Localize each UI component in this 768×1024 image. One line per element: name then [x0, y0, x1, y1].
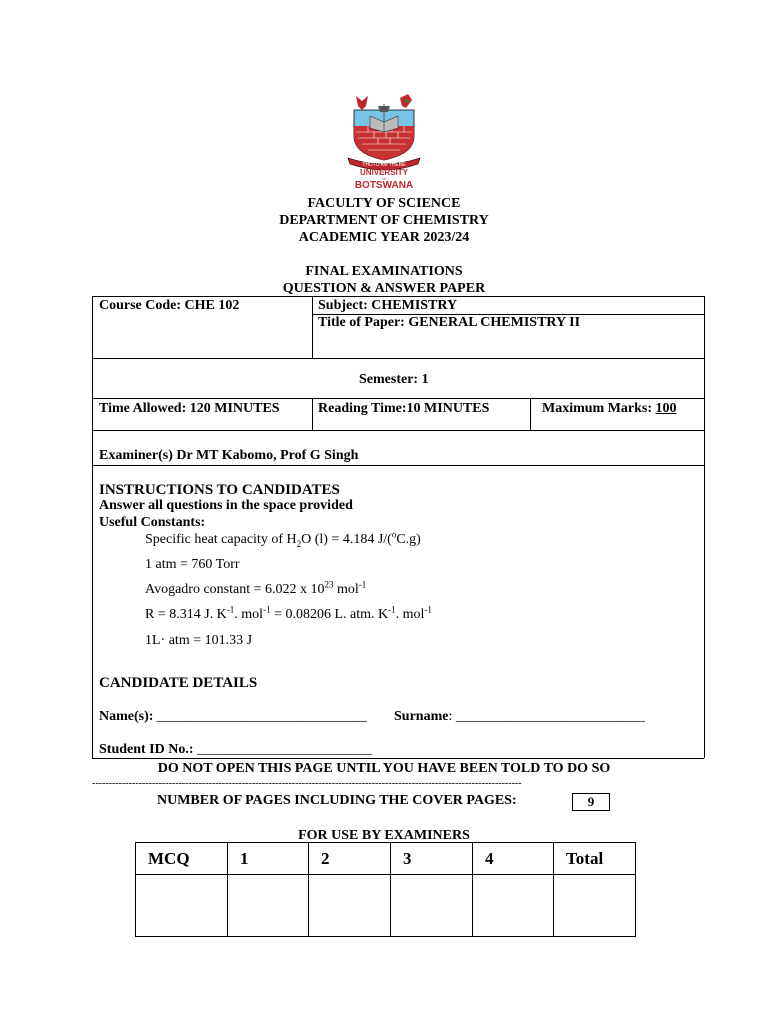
bull-head-icon [356, 96, 368, 110]
do-not-open-notice: DO NOT OPEN THIS PAGE UNTIL YOU HAVE BEEN TOLD TO DO SO [157, 761, 611, 776]
reading-time: Reading Time:10 MINUTES [318, 401, 490, 416]
crest-bird-icon [400, 94, 412, 108]
botswana-word: BOTSWANA [354, 180, 414, 191]
surname-field[interactable]: ___________________________ [455, 709, 645, 724]
semester: Semester: 1 [359, 372, 429, 387]
constant-l-atm: 1L· atm = 101.33 J [145, 633, 253, 648]
paper-title: Title of Paper: GENERAL CHEMISTRY II [318, 315, 581, 330]
candidate-details-heading: CANDIDATE DETAILS [99, 675, 258, 691]
subject: Subject: CHEMISTRY [318, 298, 458, 313]
col-1: 1 [228, 843, 309, 875]
instructions-heading: INSTRUCTIONS TO CANDIDATES [99, 482, 340, 498]
col-mcq: MCQ [136, 843, 228, 875]
q3-score-cell[interactable] [391, 875, 473, 937]
col-4: 4 [473, 843, 554, 875]
constant-avogadro: Avogadro constant = 6.022 x $10^{23}$ mol$^{-1}$ [145, 579, 367, 597]
course-code: Course Code: CHE 102 [99, 298, 240, 313]
mcq-score-cell[interactable] [136, 875, 228, 937]
shield-icon [354, 104, 414, 160]
max-marks-label: Maximum Marks: [542, 401, 656, 416]
marks-header-row [136, 843, 636, 875]
motto-text: THUTO KE THEBE [362, 162, 406, 168]
max-marks-value: 100 [655, 401, 677, 416]
dashed-divider: --------------------------------------------------------------------------------------------------------------------------------- [92, 779, 522, 789]
col-total: Total [554, 843, 636, 875]
q4-score-cell[interactable] [473, 875, 554, 937]
col-3: 3 [391, 843, 473, 875]
student-id-row [99, 742, 372, 758]
pages-count-box: 9 [572, 793, 610, 811]
col-2: 2 [309, 843, 391, 875]
academic-year: ACADEMIC YEAR 2023/24 [298, 230, 470, 245]
constant-gas-r: R = 8.314 J. $K^{-1}$. mol$^{-1}$ = 0.08206 L. atm. $K^{-1}$. mol$^{-1}$ [145, 604, 432, 622]
marks-table [135, 842, 636, 937]
pages-label: NUMBER OF PAGES INCLUDING THE COVER PAGES: [157, 793, 517, 808]
maximum-marks [542, 401, 677, 417]
name-label: Name(s): [99, 709, 157, 724]
instructions-line: Answer all questions in the space provided [99, 498, 353, 513]
constant-atm: 1 atm = 760 Torr [145, 557, 240, 572]
paper-type: QUESTION & ANSWER PAPER [282, 281, 486, 296]
marks-entry-row [136, 875, 636, 937]
department-heading: DEPARTMENT OF CHEMISTRY [279, 213, 489, 228]
examiners-heading: FOR USE BY EXAMINERS [298, 828, 470, 843]
examiners: Examiner(s) Dr MT Kabomo, Prof G Singh [99, 448, 359, 463]
q1-score-cell[interactable] [228, 875, 309, 937]
useful-constants-label: Useful Constants: [99, 515, 206, 530]
student-id-label: Student ID No.: [99, 742, 198, 757]
university-of: of [382, 176, 386, 181]
name-row [99, 709, 367, 725]
constant-specific-heat: Specific heat capacity of $H_2O$ (l) = 4.184 J/($^o$C.g) [145, 529, 421, 549]
university-logo [318, 88, 450, 198]
surname-row: Surname: ___________________________ [394, 709, 645, 724]
exam-type: FINAL EXAMINATIONS [305, 264, 463, 279]
time-allowed: Time Allowed: 120 MINUTES [99, 401, 280, 416]
q2-score-cell[interactable] [309, 875, 391, 937]
surname-label: Surname [394, 709, 449, 724]
student-id-field[interactable]: _________________________ [197, 742, 373, 757]
faculty-heading: FACULTY OF SCIENCE [307, 196, 461, 211]
university-word: UNIVERSITY [359, 168, 409, 177]
name-field[interactable]: ______________________________ [156, 709, 367, 724]
total-score-cell[interactable] [554, 875, 636, 937]
